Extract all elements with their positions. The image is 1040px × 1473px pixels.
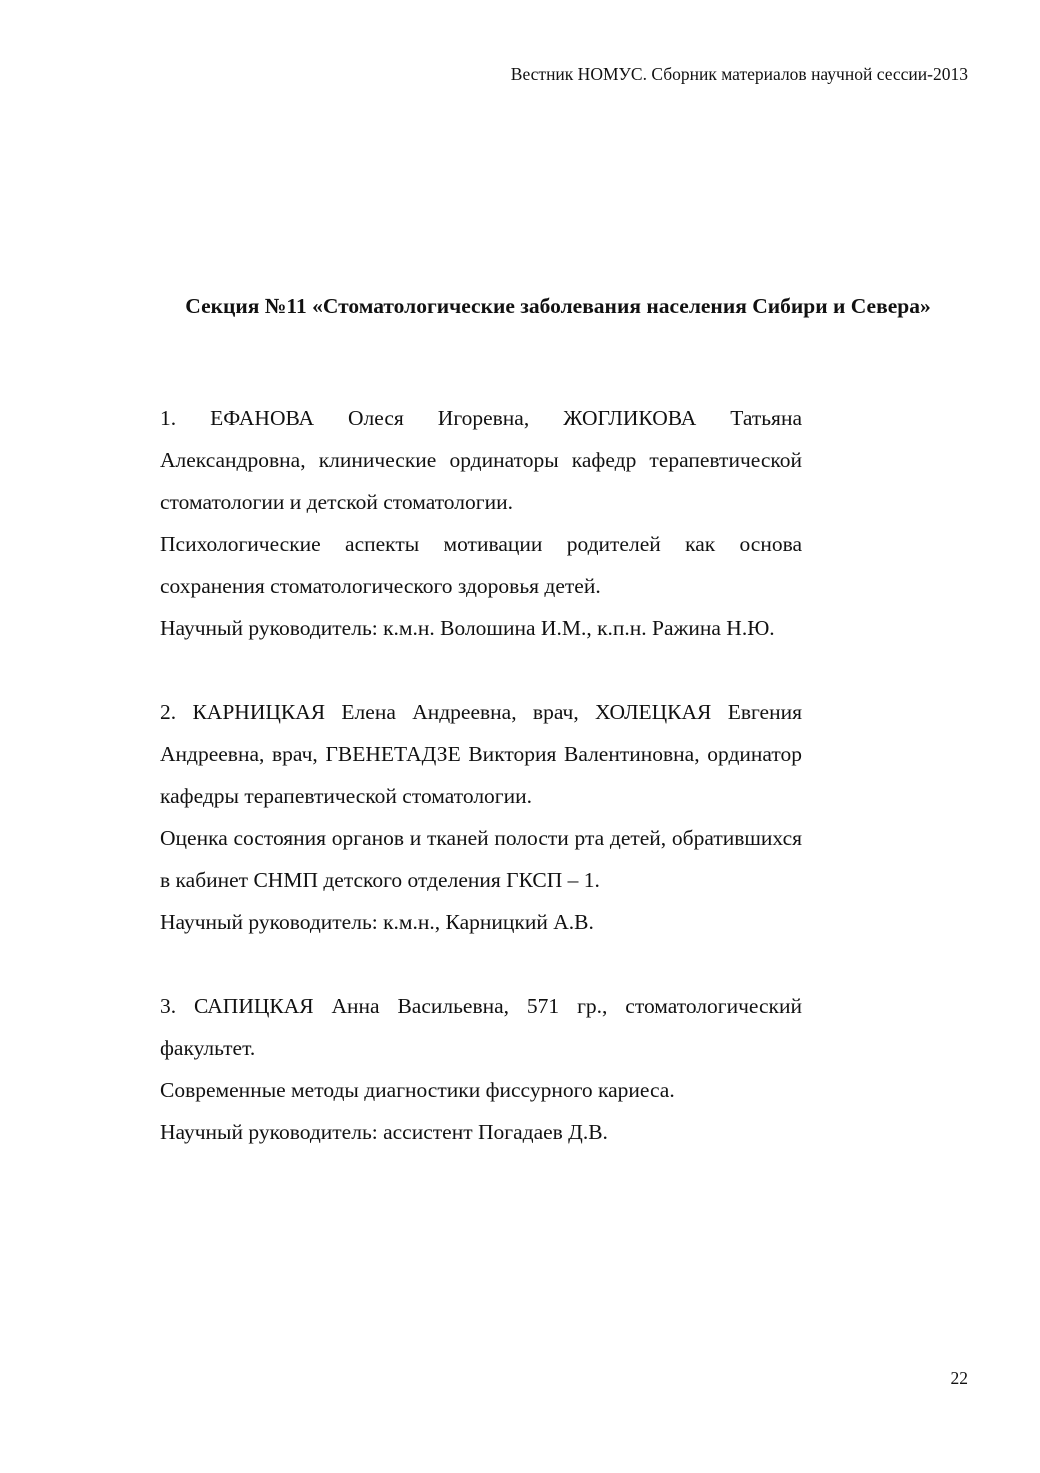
section-title: Секция №11 «Стоматологические заболевания населения Сибири и Севера»	[185, 294, 931, 318]
entry-authors: 1. ЕФАНОВА Олеся Игоревна, ЖОГЛИКОВА Татьяна Александровна, клинические ординаторы кафедр терапевтической стоматологии и детской стоматологии.	[160, 406, 802, 514]
entry-authors: 2. КАРНИЦКАЯ Елена Андреевна, врач, ХОЛЕЦКАЯ Евгения Андреевна, врач, ГВЕНЕТАДЗЕ Виктория Валентиновна, ординатор кафедры терапевтической стоматологии.	[160, 700, 802, 808]
entry-supervisor: Научный руководитель: к.м.н., Карницкий А.В.	[160, 910, 594, 934]
entry-2	[160, 691, 802, 943]
entry-supervisor: Научный руководитель: ассистент Погадаев Д.В.	[160, 1120, 608, 1144]
entry-authors: 3. САПИЦКАЯ Анна Васильевна, 571 гр., стоматологический факультет.	[160, 994, 802, 1060]
entry-3	[160, 985, 802, 1153]
entry-title: Психологические аспекты мотивации родителей как основа сохранения стоматологического здоровья детей.	[160, 532, 802, 598]
entry-1	[160, 397, 802, 649]
entry-title: Оценка состояния органов и тканей полости рта детей, обратившихся в кабинет СНМП детского отделения ГКСП – 1.	[160, 826, 802, 892]
entry-supervisor: Научный руководитель: к.м.н. Волошина И.М., к.п.н. Ражина Н.Ю.	[160, 616, 775, 640]
running-header: Вестник НОМУС. Сборник материалов научной сессии-2013	[510, 64, 968, 84]
entries-list	[160, 397, 802, 1195]
page-number: 22	[950, 1368, 968, 1388]
entry-title: Современные методы диагностики фиссурного кариеса.	[160, 1078, 675, 1102]
